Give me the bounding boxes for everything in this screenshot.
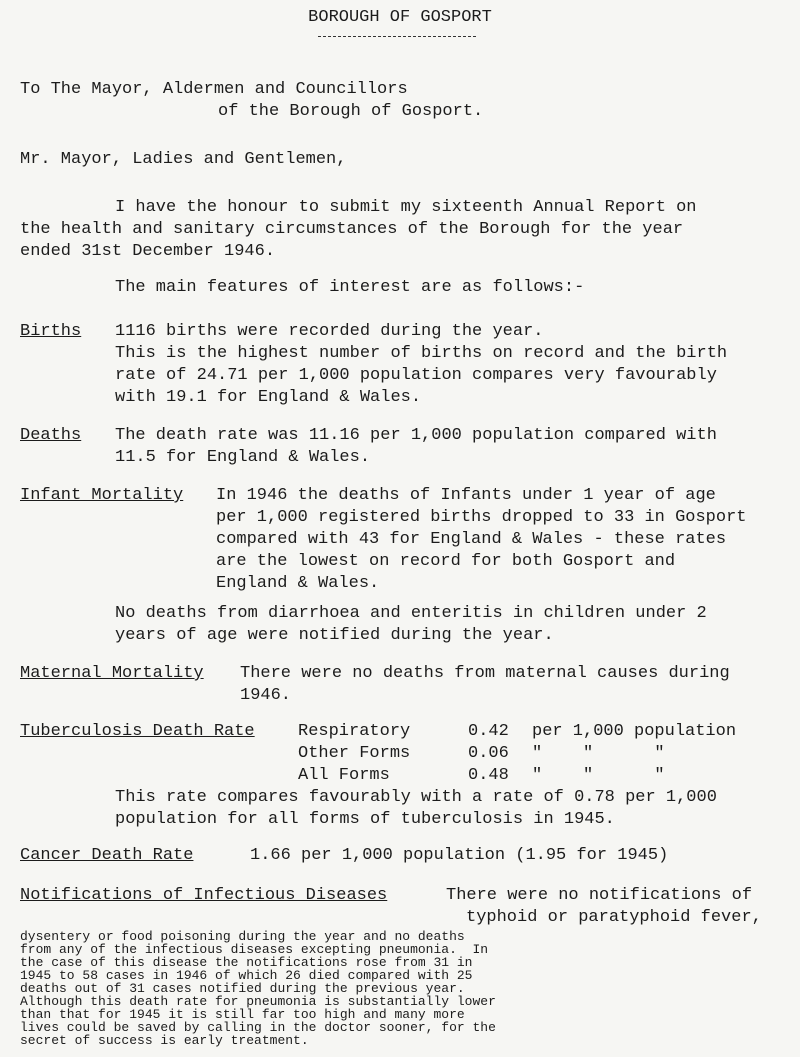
births-line-4: with 19.1 for England & Wales. [115,388,422,407]
notifications-line-2: typhoid or paratyphoid fever, [466,908,762,927]
notifications-body-line: deaths out of 31 cases notified during the previous year. [20,981,465,996]
intro-line-2: the health and sanitary circumstances of the Borough for the year [20,220,684,239]
deaths-heading: Deaths [20,426,82,445]
notifications-body-line: secret of success is early treatment. [20,1033,309,1048]
tb-row-unit: per 1,000 population [532,722,737,741]
maternal-line-1: There were no deaths from maternal causes during [240,664,730,683]
infant-line-4: are the lowest on record for both Gosport and [216,552,676,571]
cancer-text: 1.66 per 1,000 population (1.95 for 1945) [250,846,669,865]
notifications-line-1: There were no notifications of [446,886,753,905]
tb-line-2: population for all forms of tuberculosis in 1945. [115,810,615,829]
cancer-heading: Cancer Death Rate [20,846,194,865]
intro-line-1: I have the honour to submit my sixteenth Annual Report on [115,198,697,217]
deaths-line-1: The death rate was 11.16 per 1,000 population compared with [115,426,717,445]
salutation: Mr. Mayor, Ladies and Gentlemen, [20,150,347,169]
notifications-heading: Notifications of Infectious Diseases [20,886,388,905]
tb-row-unit: " " " [532,744,665,763]
infant-line-3: compared with 43 for England & Wales - these rates [216,530,727,549]
tb-heading: Tuberculosis Death Rate [20,722,255,741]
address-line-1: To The Mayor, Aldermen and Councillors [20,80,408,99]
infant-line-2: per 1,000 registered births dropped to 33 in Gosport [216,508,747,527]
address-line-2: of the Borough of Gosport. [218,102,484,121]
tb-row-value: 0.42 [468,722,509,741]
tb-row-label: All Forms [298,766,390,785]
tb-row-value: 0.06 [468,744,509,763]
notifications-body-line: than that for 1945 it is still far too high and many more [20,1007,465,1022]
births-heading: Births [20,322,82,341]
notifications-body-line: from any of the infectious diseases excepting pneumonia. In [20,942,489,957]
infant-line-1: In 1946 the deaths of Infants under 1 year of age [216,486,716,505]
notifications-body-line: 1945 to 58 cases in 1946 of which 26 died compared with 25 [20,968,473,983]
notifications-body-line: Although this death rate for pneumonia is substantially lower [20,994,496,1009]
intro-line-3: ended 31st December 1946. [20,242,276,261]
tb-row-unit: " " " [532,766,665,785]
tb-line-1: This rate compares favourably with a rate of 0.78 per 1,000 [115,788,717,807]
diarrhoea-line-2: years of age were notified during the year. [115,626,554,645]
tb-row-value: 0.48 [468,766,509,785]
maternal-line-2: 1946. [240,686,292,705]
births-line-2: This is the highest number of births on record and the birth [115,344,728,363]
title-underline [318,36,476,37]
notifications-body-line: dysentery or food poisoning during the year and no deaths [20,929,465,944]
page-title: BOROUGH OF GOSPORT [308,8,492,27]
births-line-1: 1116 births were recorded during the year. [115,322,544,341]
tb-row-label: Other Forms [298,744,411,763]
deaths-line-2: 11.5 for England & Wales. [115,448,371,467]
tb-row-label: Respiratory [298,722,411,741]
infant-line-5: England & Wales. [216,574,380,593]
notifications-body-line: the case of this disease the notifications rose from 31 in [20,955,473,970]
features-intro: The main features of interest are as follows:- [115,278,585,297]
maternal-heading: Maternal Mortality [20,664,204,683]
diarrhoea-line-1: No deaths from diarrhoea and enteritis in children under 2 [115,604,707,623]
infant-heading: Infant Mortality [20,486,184,505]
births-line-3: rate of 24.71 per 1,000 population compares very favourably [115,366,717,385]
notifications-body-line: lives could be saved by calling in the doctor sooner, for the [20,1020,496,1035]
